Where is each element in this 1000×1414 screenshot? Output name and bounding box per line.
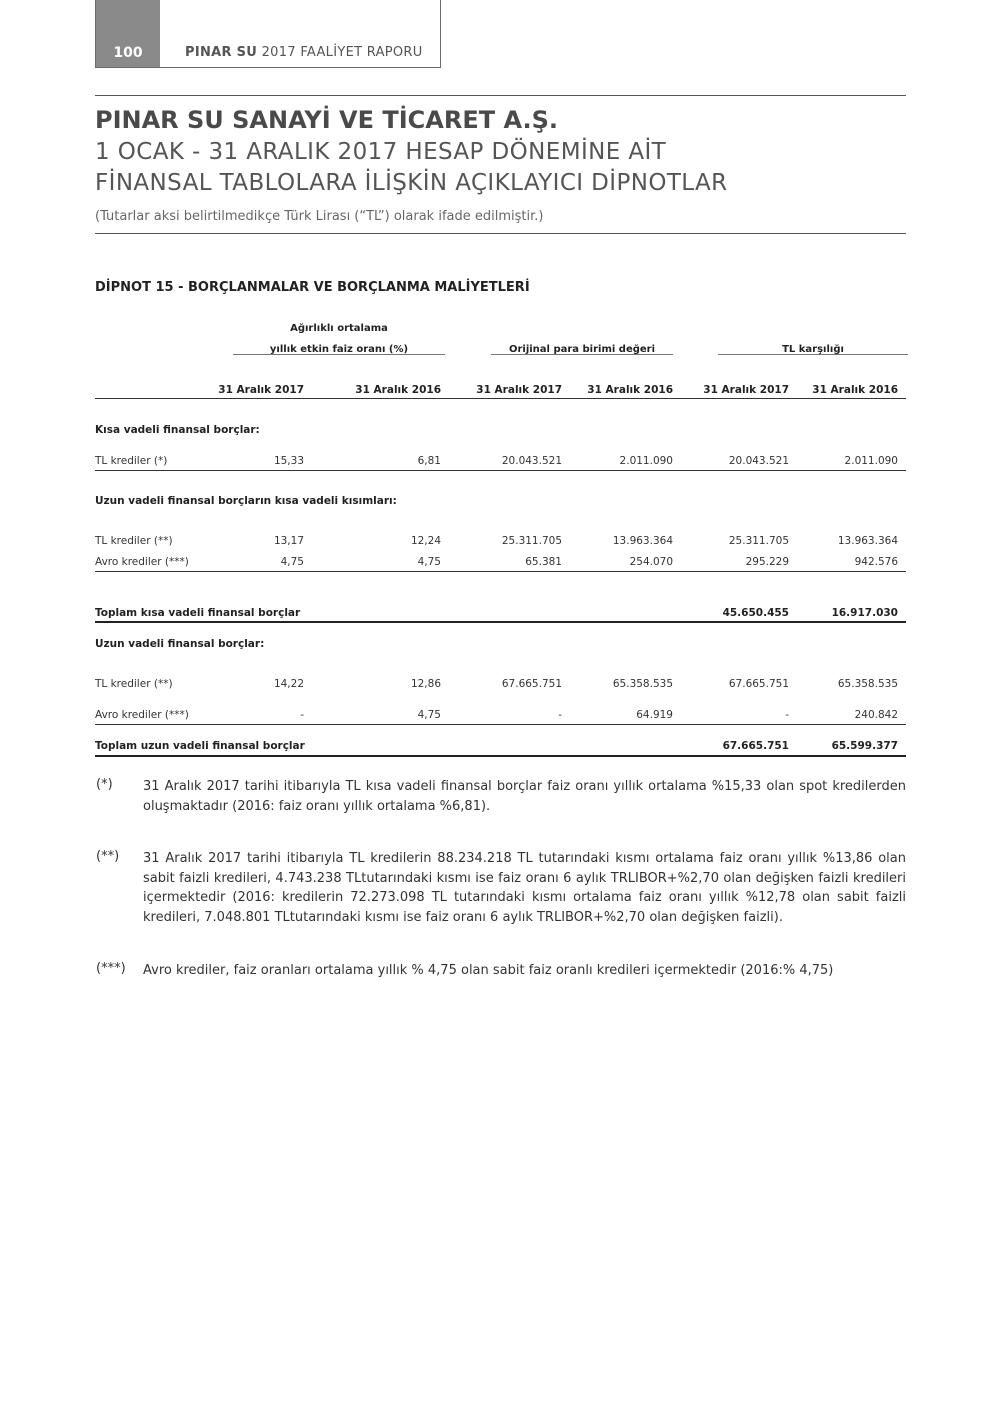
row-rule <box>95 724 906 725</box>
cell: - <box>300 709 304 721</box>
row-label: Toplam uzun vadeli finansal borçlar <box>95 740 305 752</box>
cell: 65.358.535 <box>837 678 898 690</box>
cell: 25.311.705 <box>728 535 789 547</box>
page-header <box>95 0 441 68</box>
period-title: 1 OCAK - 31 ARALIK 2017 HESAP DÖNEMİNE AİT <box>95 139 667 165</box>
group-header-original: Orijinal para birimi değeri <box>508 344 656 355</box>
long-term-heading: Uzun vadeli finansal borçlar: <box>95 638 265 650</box>
group-header-tl: TL karşılığı <box>782 344 844 355</box>
row-label: Avro krediler (***) <box>95 709 189 721</box>
cell: 65.599.377 <box>831 740 898 752</box>
table-row <box>95 535 906 549</box>
cell: 12,86 <box>410 678 441 690</box>
group-header-rate-line2: yıllık etkin faiz oranı (%) <box>269 344 409 355</box>
group-header-rate-line1: Ağırlıklı ortalama <box>290 323 388 334</box>
cell: 65.381 <box>525 556 562 568</box>
cell: 14,22 <box>273 678 304 690</box>
cell: 20.043.521 <box>728 455 789 467</box>
cell: - <box>558 709 562 721</box>
cell: 12,24 <box>410 535 441 547</box>
subject-title: FİNANSAL TABLOLARA İLİŞKİN AÇIKLAYICI DİPNOTLAR <box>95 170 728 196</box>
footnote-mark: (*) <box>96 777 113 792</box>
row-label: TL krediler (**) <box>95 535 173 547</box>
cell: - <box>785 709 789 721</box>
group-underline-rate <box>233 354 445 355</box>
row-rule <box>95 470 906 471</box>
cell: 13.963.364 <box>837 535 898 547</box>
cell: 4,75 <box>417 556 441 568</box>
column-header: 31 Aralık 2016 <box>355 384 441 396</box>
cell: 254.070 <box>629 556 673 568</box>
company-title: PINAR SU SANAYİ VE TİCARET A.Ş. <box>95 106 558 134</box>
group-underline-original <box>491 354 673 355</box>
cell: 2.011.090 <box>619 455 673 467</box>
cell: 15,33 <box>273 455 304 467</box>
page-number: 100 <box>96 0 160 67</box>
cell: 25.311.705 <box>501 535 562 547</box>
cell: 2.011.090 <box>844 455 898 467</box>
column-header: 31 Aralık 2016 <box>587 384 673 396</box>
cell: 13,17 <box>273 535 304 547</box>
cell: 65.358.535 <box>612 678 673 690</box>
cell: 67.665.751 <box>728 678 789 690</box>
header-rule <box>95 398 906 399</box>
current-portion-heading: Uzun vadeli finansal borçların kısa vadeli kısımları: <box>95 495 397 507</box>
report-title <box>185 45 423 60</box>
footnote-mark: (***) <box>96 961 126 976</box>
row-label: Avro krediler (***) <box>95 556 189 568</box>
row-label: TL krediler (*) <box>95 455 168 467</box>
cell: 240.842 <box>854 709 898 721</box>
cell: 67.665.751 <box>501 678 562 690</box>
cell: 64.919 <box>636 709 673 721</box>
footnote-text: 31 Aralık 2017 tarihi itibarıyla TL kısa vadeli finansal borçlar faiz oranı yıllık ortalama %15,33 olan spot kredilerden oluşmaktadır (2016: faiz oranı yıllık ortalama %6,81). <box>143 779 906 814</box>
title-top-rule <box>95 95 906 96</box>
report-name: 2017 FAALİYET RAPORU <box>261 45 423 60</box>
table-row <box>95 678 906 692</box>
cell: 4,75 <box>280 556 304 568</box>
cell: 20.043.521 <box>501 455 562 467</box>
footnote-text: 31 Aralık 2017 tarihi itibarıyla TL kredilerin 88.234.218 TL tutarındaki kısmı ortalama faiz oranı yıllık %13,86 olan sabit faizli kredileri, 4.743.238 TLtutarındaki kısmı ise faiz oranı 6 aylık TRLIBOR+%2,70 olan değişken faizli kredileri içermektedir (2016: kredilerin 72.273.098 TL tutarındaki kısmı ortalama faiz oranı yıllık %12,78 olan sabit faizli kredileri, 7.048.801 TLtutarındaki kısmı ise faiz oranı 6 aylık TRLIBOR+%2,70 olan değişken faizli). <box>143 851 906 925</box>
group-underline-tl <box>718 354 908 355</box>
row-label: TL krediler (**) <box>95 678 173 690</box>
cell: 295.229 <box>745 556 789 568</box>
report-company: PINAR SU <box>185 45 258 60</box>
table-row <box>95 556 906 570</box>
total-rule <box>95 621 906 623</box>
cell: 942.576 <box>854 556 898 568</box>
footnote-mark: (**) <box>96 849 120 864</box>
table-row <box>95 455 906 469</box>
table-row <box>95 709 906 723</box>
cell: 16.917.030 <box>831 607 898 619</box>
currency-note: (Tutarlar aksi belirtilmedikçe Türk Lirası (“TL”) olarak ifade edilmiştir.) <box>95 209 544 224</box>
title-bottom-rule <box>95 233 906 234</box>
column-header: 31 Aralık 2016 <box>812 384 898 396</box>
row-rule <box>95 571 906 572</box>
cell: 67.665.751 <box>722 740 789 752</box>
section-title: DİPNOT 15 - BORÇLANMALAR VE BORÇLANMA MALİYETLERİ <box>95 280 530 295</box>
cell: 4,75 <box>417 709 441 721</box>
total-rule <box>95 755 906 757</box>
footnote-text: Avro krediler, faiz oranları ortalama yıllık % 4,75 olan sabit faiz oranlı kredileri içermektedir (2016:% 4,75) <box>143 963 834 978</box>
cell: 13.963.364 <box>612 535 673 547</box>
row-label: Toplam kısa vadeli finansal borçlar <box>95 607 301 619</box>
total-row <box>95 607 906 621</box>
column-header: 31 Aralık 2017 <box>476 384 562 396</box>
total-row <box>95 740 906 754</box>
cell: 45.650.455 <box>722 607 789 619</box>
cell: 6,81 <box>417 455 441 467</box>
column-header: 31 Aralık 2017 <box>703 384 789 396</box>
column-header: 31 Aralık 2017 <box>218 384 304 396</box>
short-term-heading: Kısa vadeli finansal borçlar: <box>95 424 260 436</box>
